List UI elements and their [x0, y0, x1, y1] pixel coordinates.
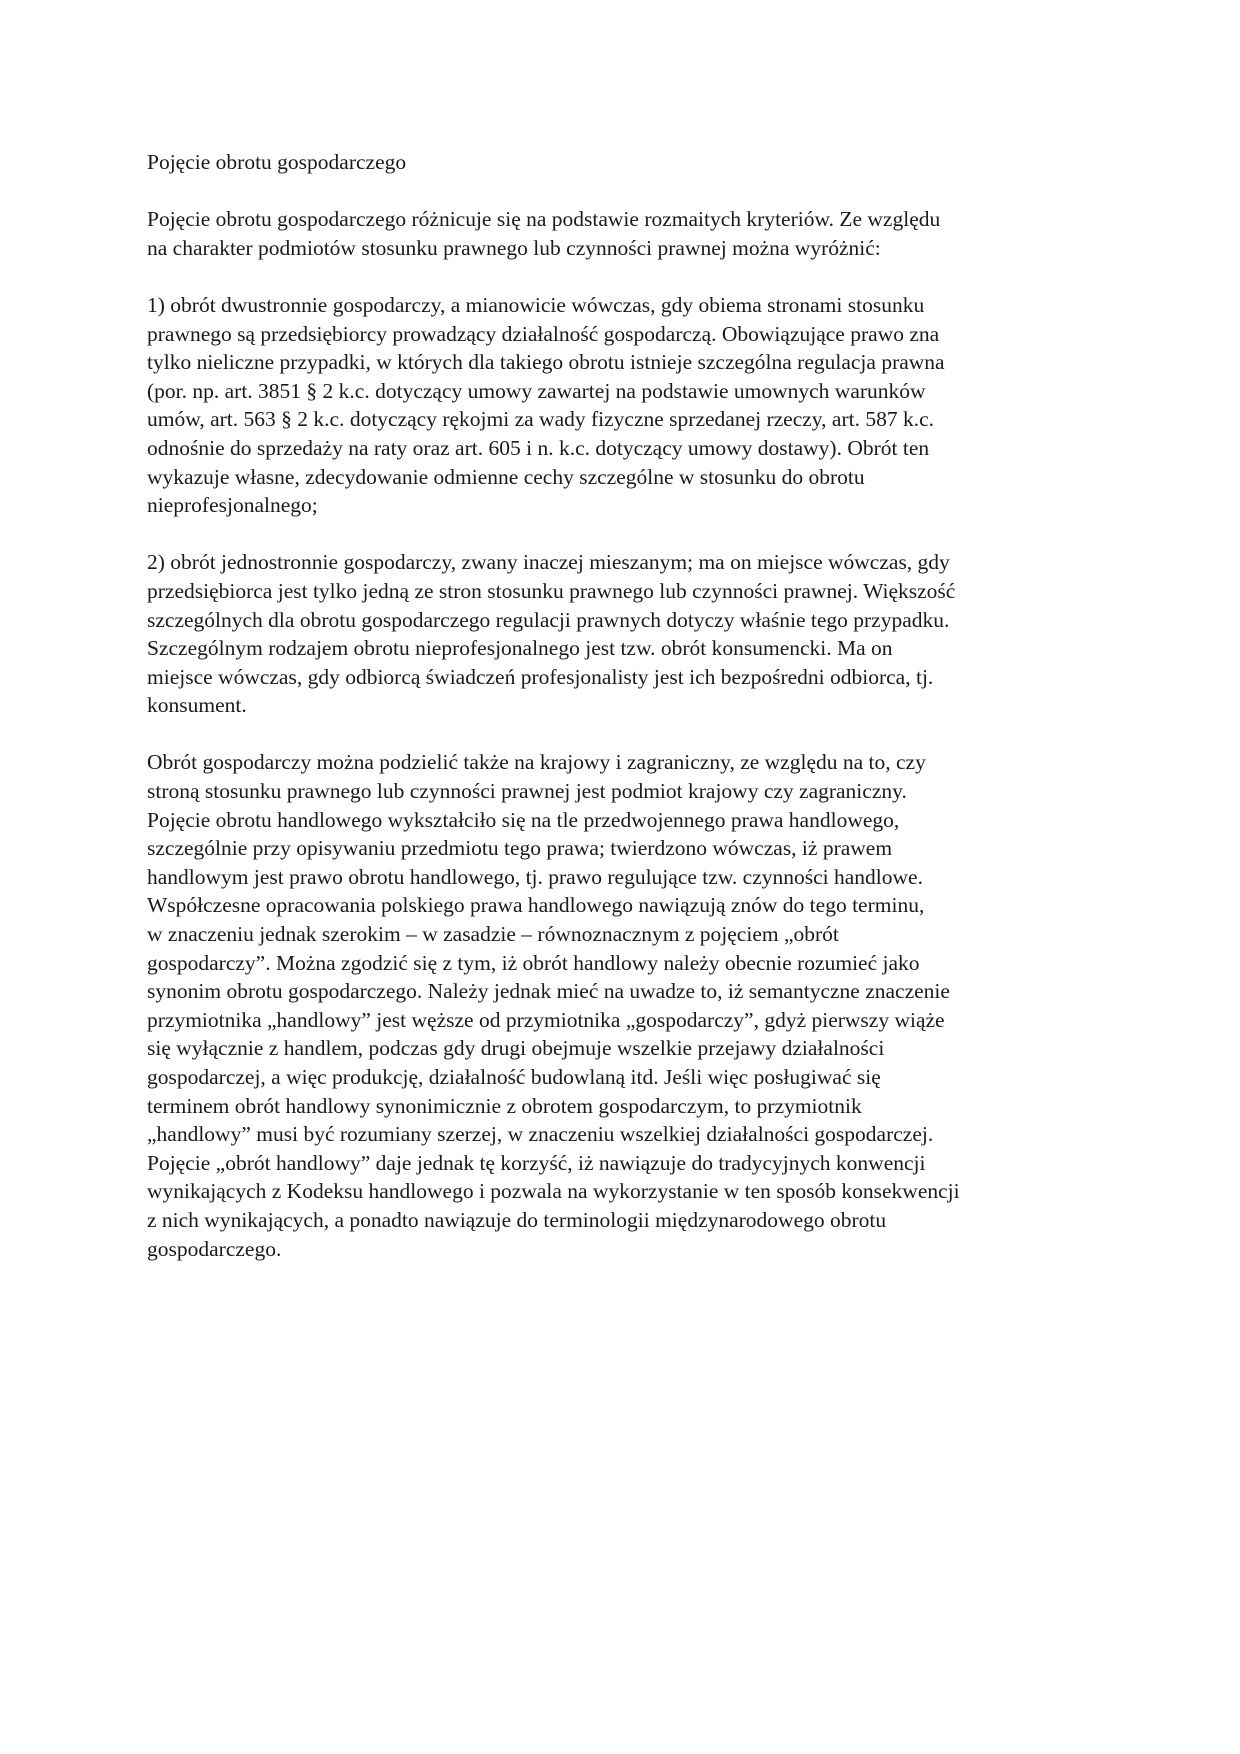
- document-body: [147, 148, 1097, 1292]
- document-title: Pojęcie obrotu gospodarczego: [147, 150, 407, 174]
- paragraph-point-1: 1) obrót dwustronnie gospodarczy, a mianowicie wówczas, gdy obiema stronami stosunku prawnego są przedsiębiorcy prowadzący działalność gospodarczą. Obowiązujące prawo zna tylko nieliczne przypadki, w których dla takiego obrotu istnieje szczególna regulacja prawna (por. np. art. 3851 § 2 k.c. dotyczący umowy zawartej na podstawie umownych warunków umów, art. 563 § 2 k.c. dotyczący rękojmi za wady fizyczne sprzedanej rzeczy, art. 587 k.c. odnośnie do sprzedaży na raty oraz art. 605 i n. k.c. dotyczący umowy dostawy). Obrót ten wykazuje własne, zdecydowanie odmienne cechy szczególne w stosunku do obrotu nieprofesjonalnego;: [147, 292, 945, 518]
- paragraph-domestic-foreign: Obrót gospodarczy można podzielić także na krajowy i zagraniczny, ze względu na to, czy stroną stosunku prawnego lub czynności prawnej jest podmiot krajowy czy zagraniczny. Pojęcie obrotu handlowego wykształciło się na tle przedwojennego prawa handlowego, szczególnie przy opisywaniu przedmiotu tego prawa; twierdzono wówczas, iż prawem handlowym jest prawo obrotu handlowego, tj. prawo regulujące tzw. czynności handlowe. Współczesne opracowania polskiego prawa handlowego nawiązują znów do tego terminu, w znaczeniu jednak szerokim – w zasadzie – równoznacznym z pojęciem „obrót gospodarczy”. Można zgodzić się z tym, iż obrót handlowy należy obecnie rozumieć jako synonim obrotu gospodarczego. Należy jednak mieć na uwadze to, iż semantyczne znaczenie przymiotnika „handlowy” jest węższe od przymiotnika „gospodarczy”, gdyż pierwszy wiąże się wyłącznie z handlem, podczas gdy drugi obejmuje wszelkie przejawy działalności gospodarczej, a więc produkcję, działalność budowlaną itd. Jeśli więc posługiwać się terminem obrót handlowy synonimicznie z obrotem gospodarczym, to przymiotnik „handlowy” musi być rozumiany szerzej, w znaczeniu wszelkiej działalności gospodarczej. Pojęcie „obrót handlowy” daje jednak tę korzyść, iż nawiązuje do tradycyjnych konwencji wynikających z Kodeksu handlowego i pozwala na wykorzystanie w ten sposób konsekwencji z nich wynikających, a ponadto nawiązuje do terminologii międzynarodowego obrotu gospodarczego.: [147, 750, 960, 1261]
- paragraph-point-2: 2) obrót jednostronnie gospodarczy, zwany inaczej mieszanym; ma on miejsce wówczas, gdy przedsiębiorca jest tylko jedną ze stron stosunku prawnego lub czynności prawnej. Większość szczególnych dla obrotu gospodarczego regulacji prawnych dotyczy właśnie tego przypadku. Szczególnym rodzajem obrotu nieprofesjonalnego jest tzw. obrót konsumencki. Ma on miejsce wówczas, gdy odbiorcą świadczeń profesjonalisty jest ich bezpośredni odbiorca, tj. konsument.: [147, 550, 956, 718]
- paragraph-intro: Pojęcie obrotu gospodarczego różnicuje się na podstawie rozmaitych kryteriów. Ze względu na charakter podmiotów stosunku prawnego lub czynności prawnej można wyróżnić:: [147, 207, 941, 260]
